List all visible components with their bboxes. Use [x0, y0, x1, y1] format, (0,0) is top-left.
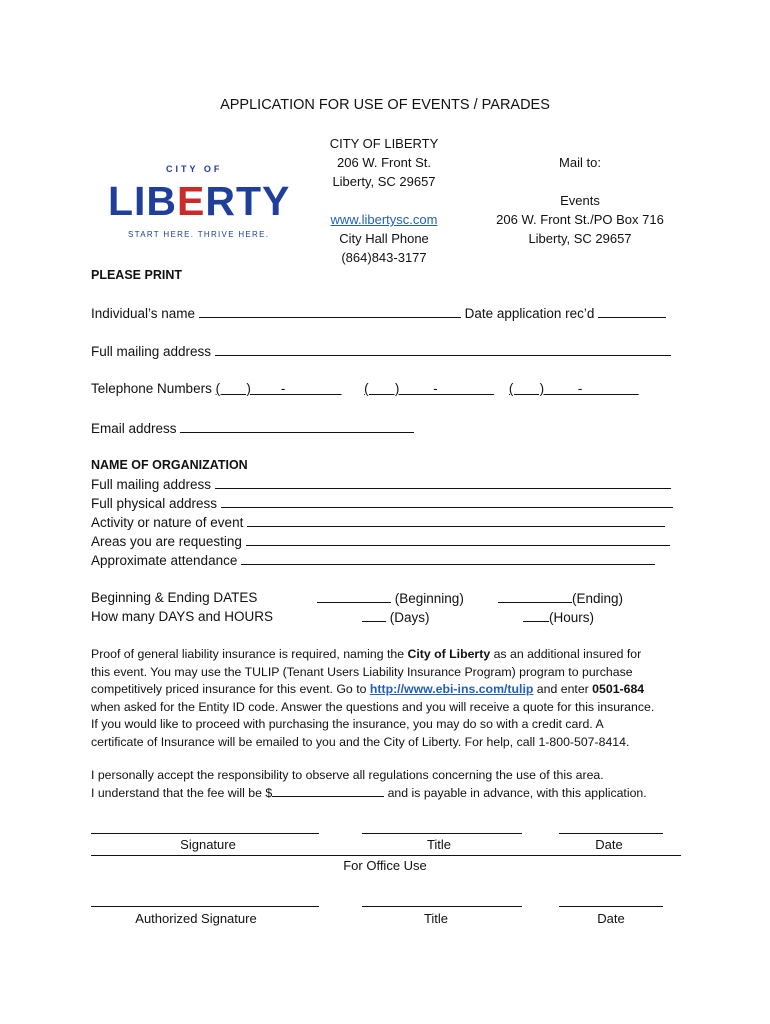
mailing-address-field[interactable]: [215, 343, 671, 356]
title-line-2[interactable]: [362, 906, 522, 907]
insurance-paragraph: Proof of general liability insurance is required, naming the City of Liberty as an additional insured for this event. You may use the TULIP (Tenant Users Liability Insurance Program) program to purchase competitively priced insurance for this event. Go to http://www.ebi-ins.com/tulip and enter 0501-684 when asked for the Entity ID code. Answer the questions and you will receive a quote for this insurance. If you would like to proceed with purchasing the insurance, you may do so with a credit card. A certificate of Insurance will be emailed to you and the City of Liberty. For help, call 1-800-507-8414.: [91, 647, 655, 749]
date-line-2[interactable]: [559, 906, 663, 907]
org-mailing-row: [91, 476, 671, 492]
mailing-address-row: [91, 343, 671, 359]
mail-to-label: Mail to:: [559, 155, 601, 170]
ending-date-field[interactable]: [498, 590, 572, 603]
city-logo: LIBERTY: [108, 178, 291, 224]
authorized-signature-caption: Authorized Signature: [135, 911, 257, 926]
org-activity-row: [91, 514, 665, 530]
individual-name-field[interactable]: [199, 305, 461, 318]
telephone-field-2[interactable]: ( ) -: [364, 381, 494, 396]
email-row: [91, 420, 414, 436]
fee-field[interactable]: [272, 785, 384, 797]
signature-line[interactable]: [91, 833, 319, 834]
authorized-signature-line[interactable]: [91, 906, 319, 907]
org-activity-label: Activity or nature of event: [91, 515, 244, 530]
city-phone: (864)843-3177: [341, 250, 427, 265]
org-areas-row: [91, 533, 670, 549]
organization-heading: NAME OF ORGANIZATION: [91, 458, 248, 472]
org-areas-label: Areas you are requesting: [91, 534, 242, 549]
acceptance-paragraph: I personally accept the responsibility to observe all regulations concerning the use of this area. I understand that the fee will be $ and is payable in advance, with this application.: [91, 768, 647, 800]
org-activity-field[interactable]: [247, 514, 665, 527]
individual-name-label: Individual’s name: [91, 306, 196, 321]
telephone-label: Telephone Numbers: [91, 381, 212, 396]
office-use-divider: [91, 855, 681, 856]
mailing-address-label: Full mailing address: [91, 344, 212, 359]
org-physical-label: Full physical address: [91, 496, 218, 511]
title-caption-2: Title: [423, 911, 449, 926]
individual-name-row: [91, 305, 666, 321]
email-label: Email address: [91, 421, 177, 436]
days-field[interactable]: [362, 609, 386, 622]
signature-caption: Signature: [180, 837, 236, 852]
org-physical-field[interactable]: [221, 495, 673, 508]
city-name: CITY OF LIBERTY: [329, 136, 439, 151]
website-link[interactable]: www.libertysc.com: [330, 212, 438, 227]
hours-field[interactable]: [523, 609, 549, 622]
days-label: (Days): [389, 610, 430, 625]
city-address-block: [284, 134, 484, 267]
logo-city-of: CITY OF: [166, 164, 223, 174]
org-physical-row: [91, 495, 673, 511]
org-attendance-row: [91, 552, 655, 568]
email-field[interactable]: [180, 420, 414, 433]
date-received-label: Date application rec’d: [464, 306, 595, 321]
logo-tagline: START HERE. THRIVE HERE.: [128, 230, 270, 239]
telephone-field-3[interactable]: ( ) -: [508, 381, 639, 396]
ending-label: (Ending): [572, 591, 624, 606]
city-of-liberty-bold: City of Liberty: [407, 647, 491, 661]
days-hours-label: How many DAYS and HOURS: [91, 609, 274, 624]
hours-label: (Hours): [549, 610, 595, 625]
org-attendance-label: Approximate attendance: [91, 553, 238, 568]
please-print-heading: PLEASE PRINT: [91, 268, 182, 282]
date-line[interactable]: [559, 833, 663, 834]
mail-citystate: Liberty, SC 29657: [528, 231, 632, 246]
city-citystate: Liberty, SC 29657: [332, 174, 436, 189]
org-mailing-field[interactable]: [215, 476, 671, 489]
telephone-row: [91, 381, 639, 396]
org-mailing-label: Full mailing address: [91, 477, 212, 492]
entity-code: 0501-684: [592, 682, 645, 696]
beginning-date-field[interactable]: [317, 590, 391, 603]
org-attendance-field[interactable]: [241, 552, 655, 565]
title-caption: Title: [426, 837, 452, 852]
mail-address: 206 W. Front St./PO Box 716: [496, 212, 664, 227]
date-caption: Date: [595, 837, 623, 852]
office-use-label: For Office Use: [343, 858, 427, 873]
org-areas-field[interactable]: [246, 533, 670, 546]
page-title: APPLICATION FOR USE OF EVENTS / PARADES: [220, 97, 550, 113]
telephone-field-1[interactable]: ( ) -: [215, 381, 342, 396]
beginning-label: (Beginning): [394, 591, 464, 606]
city-street: 206 W. Front St.: [337, 155, 431, 170]
date-caption-2: Date: [597, 911, 625, 926]
dates-label: Beginning & Ending DATES: [91, 590, 258, 605]
tulip-link[interactable]: http://www.ebi-ins.com/tulip: [369, 682, 534, 696]
city-phone-label: City Hall Phone: [339, 231, 429, 246]
title-line[interactable]: [362, 833, 522, 834]
date-received-field[interactable]: [598, 305, 666, 318]
mail-to-block: [480, 153, 680, 248]
mail-dept: Events: [560, 193, 600, 208]
